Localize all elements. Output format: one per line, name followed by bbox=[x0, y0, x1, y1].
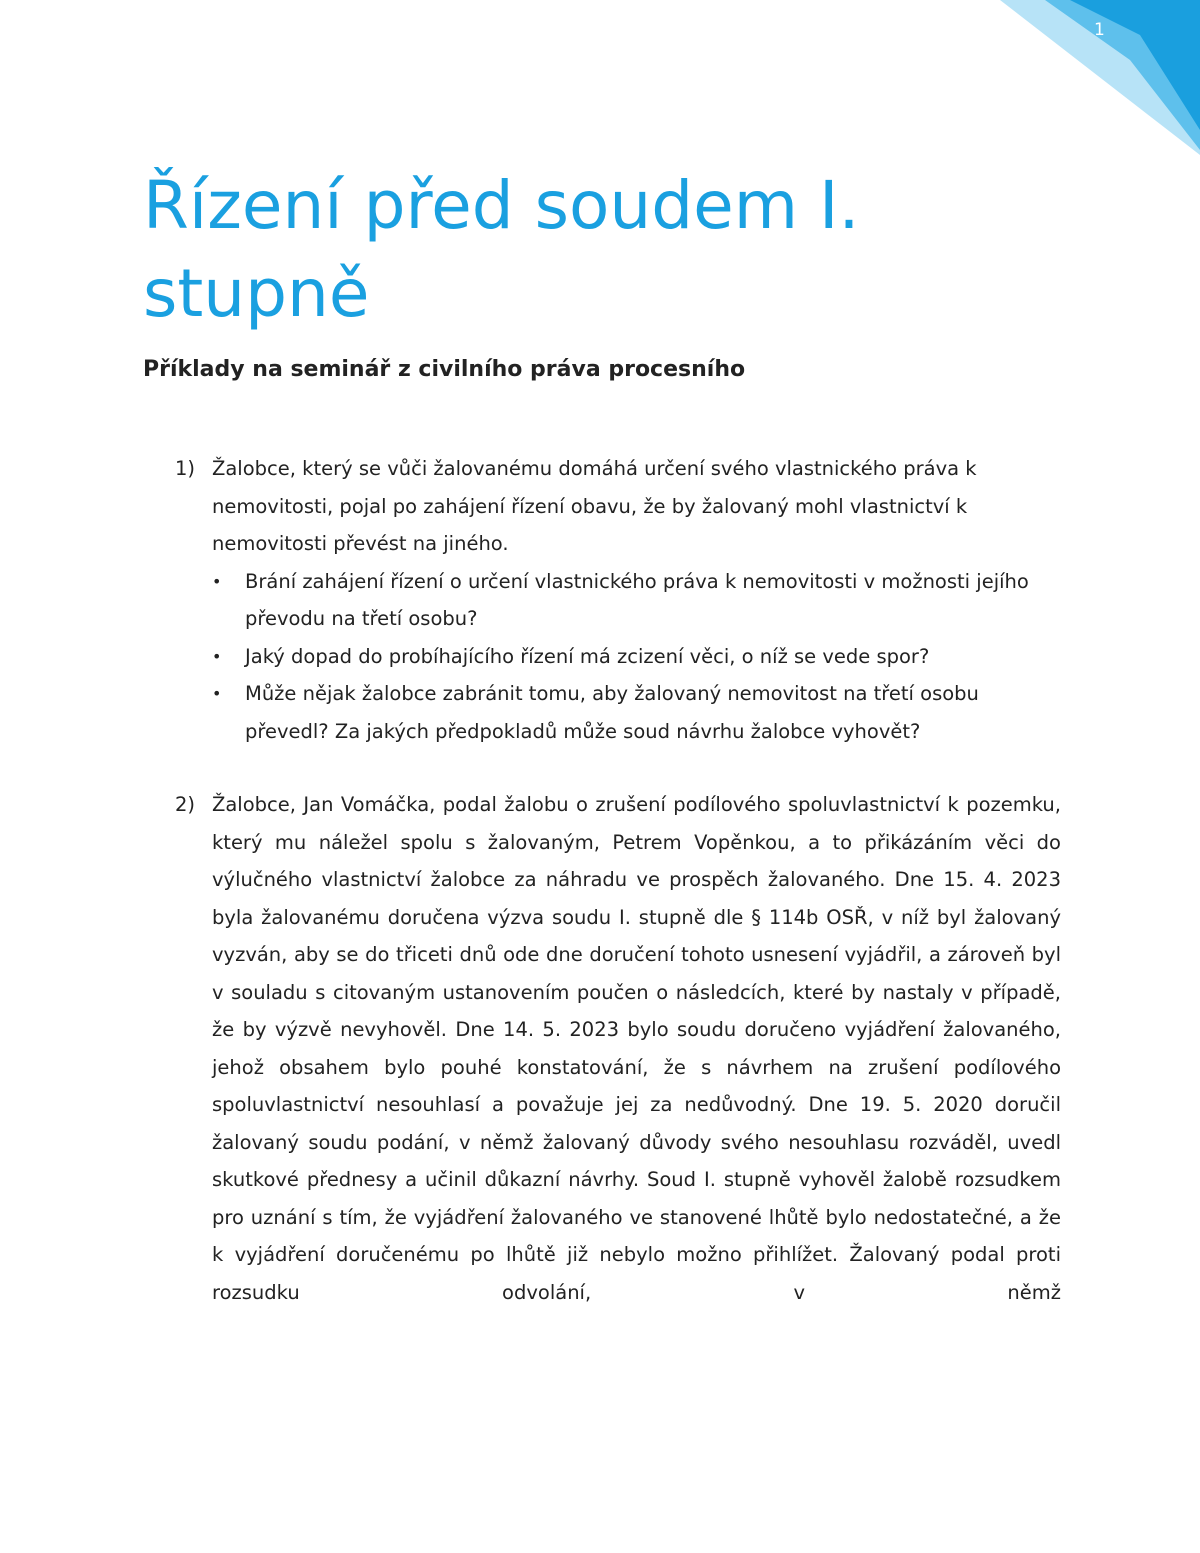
subitem bbox=[212, 675, 1061, 750]
question-text: Žalobce, Jan Vomáčka, podal žalobu o zrušení podílového spoluvlastnictví k pozemku, který mu náležel spolu s žalovaným, Petrem Vopěnkou, a to přikázáním věci do výlučného vlastnictví žalobce za náhradu ve prospěch žalovaného. Dne 15. 4. 2023 byla žalovanému doručena výzva soudu I. stupně dle § 114b OSŘ, v níž byl žalovaný vyzván, aby se do třiceti dnů ode dne doručení tohoto usnesení vyjádřil, a zároveň byl v souladu s citovaným ustanovením poučen o následcích, které by nastaly v případě, že by výzvě nevyhověl. Dne 14. 5. 2023 bylo soudu doručeno vyjádření žalovaného, jehož obsahem bylo pouhé konstatování, že s návrhem na zrušení podílového spoluvlastnictví nesouhlasí a považuje jej za nedůvodný. Dne 19. 5. 2020 doručil žalovaný soudu podání, v němž žalovaný důvody svého nesouhlasu rozváděl, uvedl skutkové přednesy a učinil důkazní návrhy. Soud I. stupně vyhověl žalobě rozsudkem pro uznání s tím, že vyjádření žalovaného ve stanovené lhůtě bylo nedostatečné, a že k vyjádření doručenému po lhůtě již nebylo možno přihlížet. Žalovaný podal proti rozsudku odvolání, v němž bbox=[212, 793, 1061, 1304]
bullet-icon: • bbox=[212, 571, 222, 591]
question-number: 1) bbox=[175, 457, 196, 480]
question-subitems bbox=[212, 563, 1061, 751]
document-body bbox=[143, 450, 1061, 1311]
question-number: 2) bbox=[175, 793, 196, 816]
page-number: 1 bbox=[1094, 20, 1105, 40]
bullet-icon: • bbox=[212, 646, 222, 666]
subitem-text: Brání zahájení řízení o určení vlastnického práva k nemovitosti v možnosti jejího převodu na třetí osobu? bbox=[245, 569, 1029, 630]
page-subtitle: Příklady na seminář z civilního práva procesního bbox=[143, 357, 746, 382]
subitem bbox=[212, 638, 1061, 676]
question-1 bbox=[143, 450, 1061, 750]
page-title: Řízení před soudem I. stupně bbox=[143, 167, 860, 332]
question-2 bbox=[143, 786, 1061, 1311]
bullet-icon: • bbox=[212, 684, 222, 703]
subitem-text: Může nějak žalobce zabránit tomu, aby žalovaný nemovitost na třetí osobu převedl? Za jakých předpokladů může soud návrhu žalobce vyhovět? bbox=[245, 682, 979, 743]
corner-triangle-decoration bbox=[920, 0, 1200, 160]
question-text: Žalobce, který se vůči žalovanému domáhá určení svého vlastnického práva k nemovitosti, pojal po zahájení řízení obavu, že by žalovaný mohl vlastnictví k nemovitosti převést na jiného. bbox=[212, 457, 977, 555]
subitem-text: Jaký dopad do probíhajícího řízení má zcizení věci, o níž se vede spor? bbox=[245, 644, 930, 668]
subitem bbox=[212, 563, 1061, 638]
